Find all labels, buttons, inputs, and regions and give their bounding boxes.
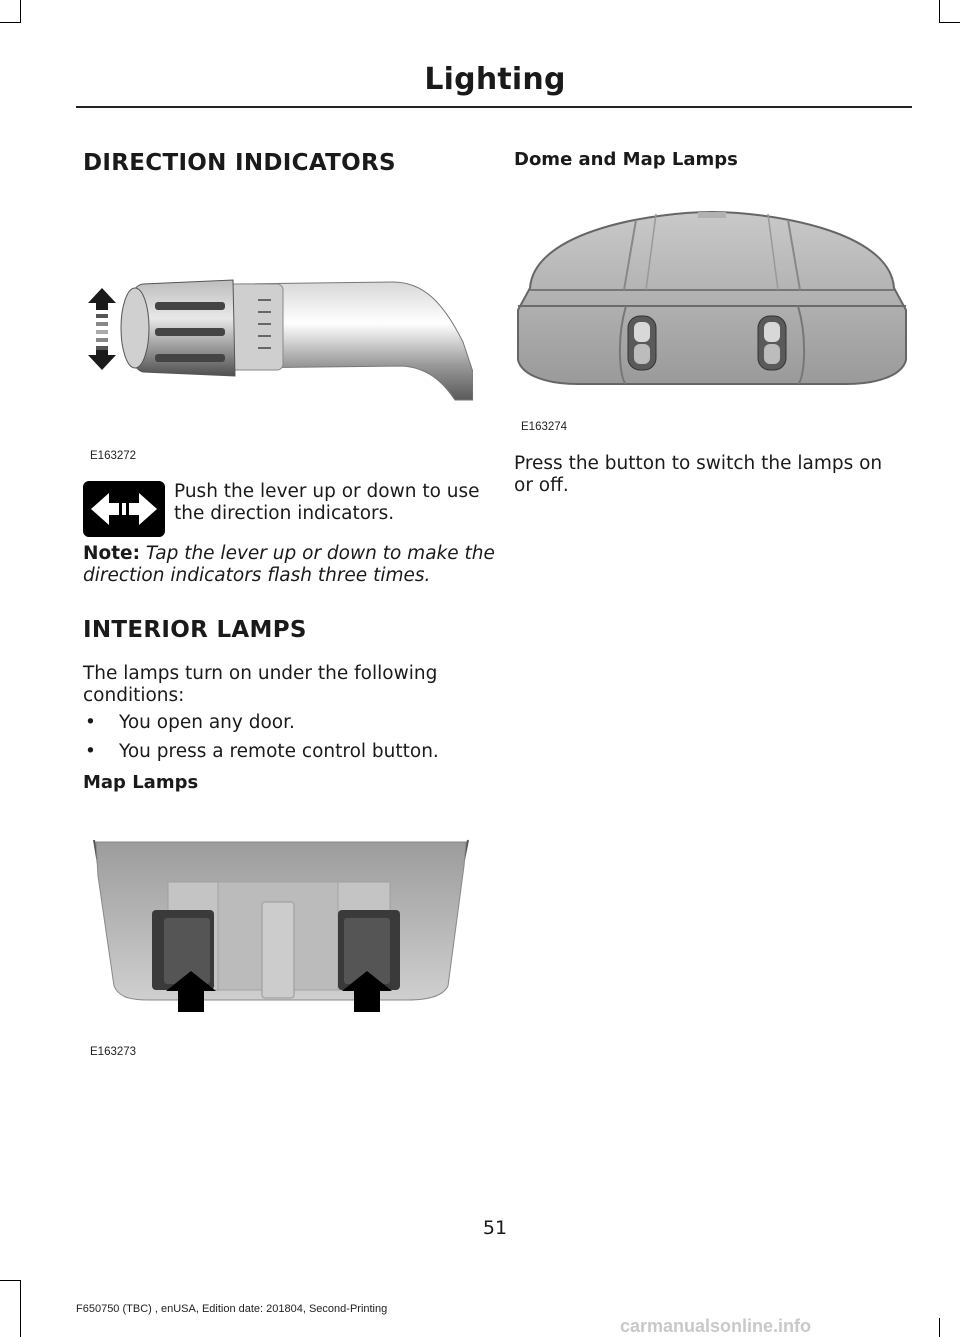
list-item-text: You open any door.: [119, 712, 295, 733]
crop-mark: [939, 22, 960, 23]
note-label: Note:: [83, 543, 140, 564]
crop-mark: [939, 0, 940, 22]
direction-text-line2: the direction indicators.: [174, 503, 395, 524]
crop-mark: [0, 22, 21, 23]
map-lamps-heading: Map Lamps: [83, 772, 199, 793]
list-item-text: You press a remote control button.: [119, 741, 439, 762]
dome-map-lamps-heading: Dome and Map Lamps: [514, 149, 738, 170]
note-line2: direction indicators flash three times.: [83, 565, 431, 586]
figure-code: E163274: [521, 421, 568, 433]
edition-footer: F650750 (TBC) , enUSA, Edition date: 201804, Second-Printing: [76, 1303, 388, 1315]
crop-mark: [20, 0, 21, 22]
map-lamps-figure: [88, 836, 472, 1016]
page-title: Lighting: [424, 62, 566, 97]
direction-indicators-heading: DIRECTION INDICATORS: [83, 150, 396, 176]
crop-mark: [0, 1280, 21, 1281]
dome-lamp-figure: [516, 210, 908, 388]
figure-code: E163272: [90, 450, 137, 462]
dome-text-line1: Press the button to switch the lamps on: [514, 453, 883, 474]
direction-indicator-arrows-icon: [83, 481, 165, 537]
list-item: [85, 741, 465, 763]
list-item: [85, 712, 465, 734]
bullet-marker: •: [85, 712, 96, 733]
crop-mark: [20, 1280, 21, 1337]
interior-intro-line2: conditions:: [83, 685, 185, 706]
interior-intro-line1: The lamps turn on under the following: [83, 663, 438, 684]
dome-text-line2: or off.: [514, 475, 569, 496]
header-rule: [76, 106, 912, 108]
page-number: 51: [482, 1217, 508, 1239]
direction-text-line1: Push the lever up or down to use: [174, 481, 480, 502]
crop-mark: [939, 1318, 940, 1337]
interior-lamps-heading: INTERIOR LAMPS: [83, 617, 307, 643]
direction-lever-figure: [83, 272, 473, 412]
figure-code: E163273: [90, 1046, 137, 1058]
bullet-marker: •: [85, 741, 96, 762]
watermark: carmanualsonline.info: [620, 1316, 812, 1336]
note-line1: [83, 543, 495, 565]
note-text: Tap the lever up or down to make the: [145, 543, 495, 564]
